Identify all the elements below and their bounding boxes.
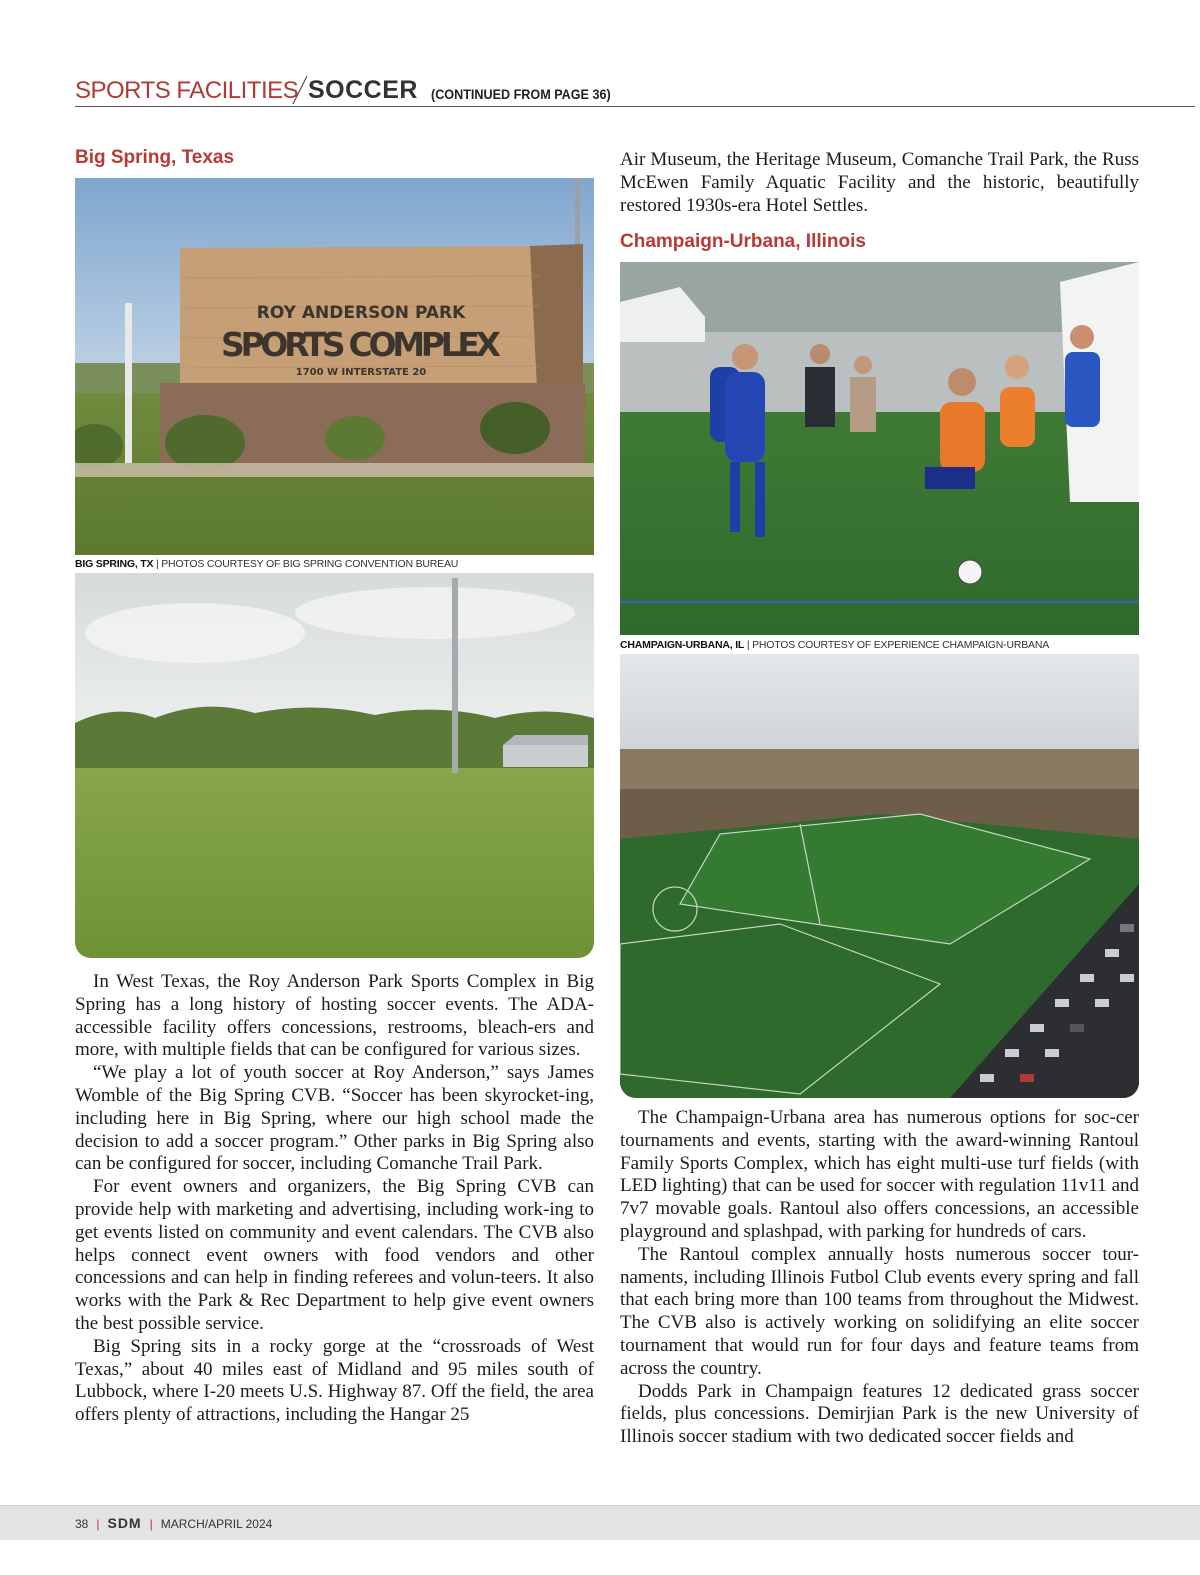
right-paragraph-1: The Champaign-Urbana area has numerous options for soc-cer tournaments and events, starting with the award-winning Rantoul Family Sports Complex, which has eight multi-use turf fields (with LED lighting) that can be used for soccer with regulation 11v11 and 7v7 movable goals. Rantoul also offers concessions, an accessible playground and splashpad, with parking for hundreds of cars. xyxy=(620,1107,1139,1242)
right-paragraph-3: Dodds Park in Champaign features 12 dedicated grass soccer fields, plus concessions. Demirjian Park is the new University of Illinois soccer stadium with two dedicated soccer fields and xyxy=(620,1380,1139,1448)
photo-caption-big-spring xyxy=(75,558,458,570)
photo-big-spring-field xyxy=(75,573,594,958)
section-label: SPORTS FACILITIES xyxy=(75,77,299,104)
section-title-champaign-urbana: Champaign-Urbana, Illinois xyxy=(620,231,866,252)
caption-location: CHAMPAIGN-URBANA, IL xyxy=(620,639,745,651)
left-paragraph-3: For event owners and organizers, the Big Spring CVB can provide help with marketing and advertising, including work-ing to get events listed on community and event calendars. The CVB also helps connect event owners with food vendors and other concessions and can help in finding referees and volun-teers. It also works with the Park & Rec Department to help give event owners the best possible service. xyxy=(75,1176,594,1334)
left-paragraph-2: “We play a lot of youth soccer at Roy Anderson,” says James Womble of the Big Spring CVB. “Soccer has been skyrocket-ing, including here in Big Spring, where our high school made the decision to add a soccer program.” Other parks in Big Spring also can be configured for soccer, including Comanche Trail Park. xyxy=(75,1062,594,1175)
issue-date: MARCH/APRIL 2024 xyxy=(160,1517,273,1531)
page-header xyxy=(75,76,1195,107)
right-paragraph-2: The Rantoul complex annually hosts numerous soccer tour-naments, including Illinois Futbol Club events every spring and fall that each bring more than 100 teams from throughout the Midwest. The CVB also is actively working on solidifying an elite soccer tournament that would run for four days and feature teams from across the country. xyxy=(620,1243,1139,1379)
page-number: 38 xyxy=(75,1517,89,1531)
caption-location: BIG SPRING, TX xyxy=(75,558,154,570)
topic-label: SOCCER xyxy=(308,76,418,104)
magazine-name: SDM xyxy=(107,1515,142,1531)
caption-credit: | PHOTOS COURTESY OF EXPERIENCE CHAMPAIGN-URBANA xyxy=(744,639,1050,651)
photo-sports-complex-sign xyxy=(75,178,594,555)
right-column-body xyxy=(620,1107,1139,1449)
right-lead-paragraph: Air Museum, the Heritage Museum, Comanche Trail Park, the Russ McEwen Family Aquatic Facility and the historic, beautifully restored 1930s-era Hotel Settles. xyxy=(620,149,1139,216)
left-paragraph-1: In West Texas, the Roy Anderson Park Sports Complex in Big Spring has a long history of hosting soccer events. The ADA-accessible facility offers concessions, restrooms, bleach-ers and more, with multiple fields that can be configured for various sizes. xyxy=(75,971,594,1061)
photo-caption-champaign-urbana xyxy=(620,639,1049,651)
caption-credit: | PHOTOS COURTESY OF BIG SPRING CONVENTION BUREAU xyxy=(153,558,459,570)
footer-separator: | xyxy=(149,1517,153,1531)
sign-line-3: 1700 W INTERSTATE 20 xyxy=(295,367,427,378)
photo-aerial-soccer-complex xyxy=(620,654,1139,1098)
page-footer xyxy=(0,1505,1200,1540)
right-column-lead xyxy=(620,149,1139,217)
footer-separator: | xyxy=(96,1517,100,1531)
left-paragraph-4: Big Spring sits in a rocky gorge at the “crossroads of West Texas,” about 40 miles east of Midland and 95 miles south of Lubbock, where I-20 meets U.S. Highway 87. Off the field, the area offers plenty of attractions, including the Hangar 25 xyxy=(75,1335,594,1426)
footer-info xyxy=(75,1515,272,1531)
continued-note: (CONTINUED FROM PAGE 36) xyxy=(431,86,611,102)
left-column-body xyxy=(75,971,594,1427)
photo-youth-soccer-match xyxy=(620,262,1139,635)
sign-line-2: SPORTS COMPLEX xyxy=(221,325,501,364)
sign-line-1: ROY ANDERSON PARK xyxy=(256,303,466,323)
section-title-big-spring: Big Spring, Texas xyxy=(75,147,235,168)
